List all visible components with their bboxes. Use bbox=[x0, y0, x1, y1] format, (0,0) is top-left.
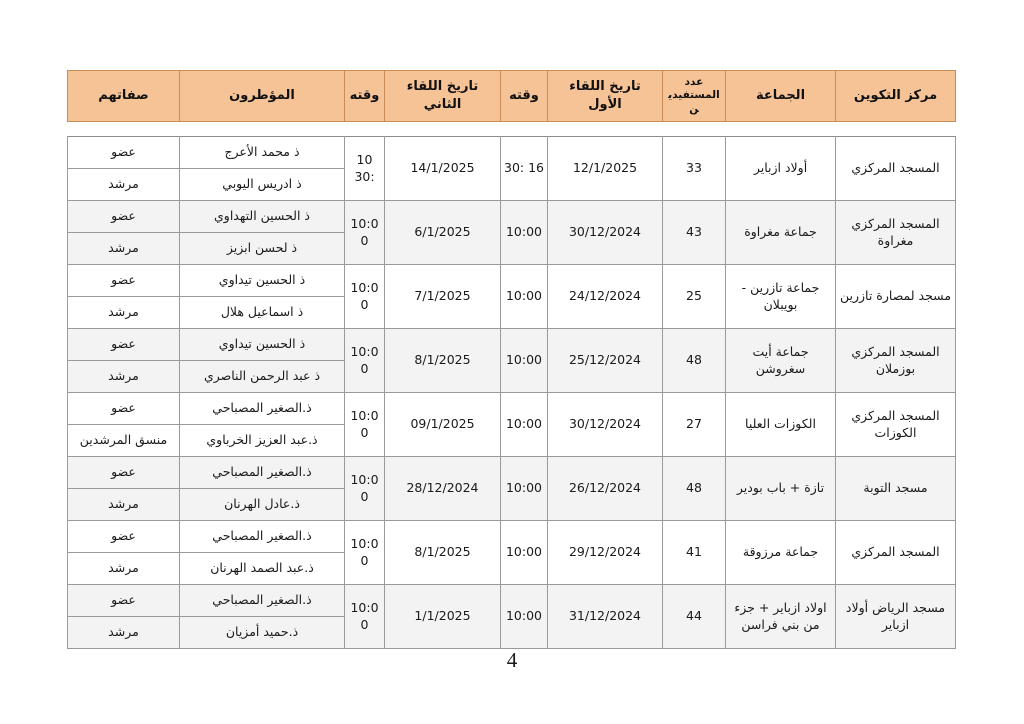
cell-second-meeting-date: 8/1/2025 bbox=[385, 521, 501, 585]
column-header-commune: الجماعة bbox=[726, 71, 836, 122]
spacer-cell bbox=[68, 122, 956, 137]
cell-supervisor-role: مرشد bbox=[68, 617, 180, 649]
cell-commune: تازة + باب بودير bbox=[726, 457, 836, 521]
cell-supervisor-role: مرشد bbox=[68, 361, 180, 393]
cell-supervisor-role: مرشد bbox=[68, 169, 180, 201]
table-row bbox=[68, 457, 956, 489]
cell-training-center: مسجد لمصارة تازرين bbox=[836, 265, 956, 329]
table-header bbox=[68, 71, 956, 122]
table-row bbox=[68, 521, 956, 553]
cell-first-meeting-time: 10:00 bbox=[501, 329, 548, 393]
column-header-center: مركز التكوين bbox=[836, 71, 956, 122]
table-row bbox=[68, 137, 956, 169]
cell-supervisor-name: ذ.الصغير المصباحي bbox=[180, 393, 345, 425]
cell-supervisor-role: مرشد bbox=[68, 233, 180, 265]
cell-commune: اولاد ازباير + جزء من بني فراسن bbox=[726, 585, 836, 649]
column-header-first-meeting-date: تاريخ اللقاء الأول bbox=[548, 71, 663, 122]
cell-supervisor-name: ذ.عبد العزيز الخرباوي bbox=[180, 425, 345, 457]
cell-beneficiary-count: 44 bbox=[663, 585, 726, 649]
cell-beneficiary-count: 43 bbox=[663, 201, 726, 265]
cell-second-meeting-time: 10:00 bbox=[345, 393, 385, 457]
table-header-row bbox=[68, 71, 956, 122]
cell-second-meeting-date: 6/1/2025 bbox=[385, 201, 501, 265]
cell-training-center: المسجد المركزي مغراوة bbox=[836, 201, 956, 265]
cell-first-meeting-time: 10:00 bbox=[501, 521, 548, 585]
cell-training-center: مسجد التوبة bbox=[836, 457, 956, 521]
cell-second-meeting-date: 1/1/2025 bbox=[385, 585, 501, 649]
cell-supervisor-name: ذ.عبد الصمد الهرنان bbox=[180, 553, 345, 585]
cell-supervisor-role: عضو bbox=[68, 457, 180, 489]
cell-supervisor-role: عضو bbox=[68, 137, 180, 169]
cell-first-meeting-date: 25/12/2024 bbox=[548, 329, 663, 393]
cell-second-meeting-time: 10 :30 bbox=[345, 137, 385, 201]
cell-second-meeting-date: 14/1/2025 bbox=[385, 137, 501, 201]
cell-first-meeting-time: 10:00 bbox=[501, 585, 548, 649]
column-header-roles: صفاتهم bbox=[68, 71, 180, 122]
cell-supervisor-name: ذ الحسين تيداوي bbox=[180, 329, 345, 361]
cell-training-center: المسجد المركزي بوزملان bbox=[836, 329, 956, 393]
cell-first-meeting-date: 26/12/2024 bbox=[548, 457, 663, 521]
cell-beneficiary-count: 33 bbox=[663, 137, 726, 201]
cell-supervisor-role: عضو bbox=[68, 393, 180, 425]
cell-supervisor-name: ذ الحسين التهداوي bbox=[180, 201, 345, 233]
cell-second-meeting-time: 10:00 bbox=[345, 201, 385, 265]
cell-supervisor-name: ذ الحسين تيداوي bbox=[180, 265, 345, 297]
cell-second-meeting-time: 10:00 bbox=[345, 457, 385, 521]
cell-first-meeting-time: 10:00 bbox=[501, 265, 548, 329]
table-row bbox=[68, 265, 956, 297]
beneficiary-count-line-1: عدد bbox=[684, 76, 704, 89]
cell-second-meeting-time: 10:00 bbox=[345, 329, 385, 393]
cell-first-meeting-date: 30/12/2024 bbox=[548, 393, 663, 457]
column-header-first-meeting-time: وقته bbox=[501, 71, 548, 122]
cell-first-meeting-time: 16 :30 bbox=[501, 137, 548, 201]
cell-second-meeting-time: 10:00 bbox=[345, 265, 385, 329]
cell-first-meeting-date: 31/12/2024 bbox=[548, 585, 663, 649]
cell-training-center: المسجد المركزي الكوزات bbox=[836, 393, 956, 457]
cell-first-meeting-date: 24/12/2024 bbox=[548, 265, 663, 329]
cell-supervisor-name: ذ محمد الأعرج bbox=[180, 137, 345, 169]
cell-training-center: المسجد المركزي bbox=[836, 137, 956, 201]
cell-beneficiary-count: 25 bbox=[663, 265, 726, 329]
page-number: 4 bbox=[506, 648, 518, 672]
cell-supervisor-role: عضو bbox=[68, 265, 180, 297]
cell-second-meeting-date: 7/1/2025 bbox=[385, 265, 501, 329]
column-header-second-meeting-time: وقته bbox=[345, 71, 385, 122]
table-body bbox=[68, 122, 956, 649]
cell-commune: الكوزات العليا bbox=[726, 393, 836, 457]
cell-commune: أولاد ازباير bbox=[726, 137, 836, 201]
cell-beneficiary-count: 41 bbox=[663, 521, 726, 585]
cell-second-meeting-time: 10:00 bbox=[345, 521, 385, 585]
cell-commune: جماعة تازرين - بويبلان bbox=[726, 265, 836, 329]
cell-beneficiary-count: 48 bbox=[663, 329, 726, 393]
column-header-beneficiary-count bbox=[663, 71, 726, 122]
table-row bbox=[68, 585, 956, 617]
cell-first-meeting-date: 29/12/2024 bbox=[548, 521, 663, 585]
cell-first-meeting-date: 30/12/2024 bbox=[548, 201, 663, 265]
cell-training-center: المسجد المركزي bbox=[836, 521, 956, 585]
cell-supervisor-name: ذ.الصغير المصباحي bbox=[180, 457, 345, 489]
cell-first-meeting-time: 10:00 bbox=[501, 457, 548, 521]
cell-supervisor-role: عضو bbox=[68, 201, 180, 233]
cell-second-meeting-date: 28/12/2024 bbox=[385, 457, 501, 521]
cell-commune: جماعة أيت سغروشن bbox=[726, 329, 836, 393]
header-body-spacer bbox=[68, 122, 956, 137]
cell-supervisor-name: ذ.عادل الهرنان bbox=[180, 489, 345, 521]
cell-supervisor-name: ذ عبد الرحمن الناصري bbox=[180, 361, 345, 393]
cell-first-meeting-date: 12/1/2025 bbox=[548, 137, 663, 201]
cell-commune: جماعة مرزوقة bbox=[726, 521, 836, 585]
cell-beneficiary-count: 27 bbox=[663, 393, 726, 457]
cell-supervisor-name: ذ.الصغير المصباحي bbox=[180, 585, 345, 617]
cell-second-meeting-date: 09/1/2025 bbox=[385, 393, 501, 457]
cell-first-meeting-time: 10:00 bbox=[501, 393, 548, 457]
cell-supervisor-role: عضو bbox=[68, 585, 180, 617]
cell-first-meeting-time: 10:00 bbox=[501, 201, 548, 265]
cell-training-center: مسجد الرياض أولاد ازباير bbox=[836, 585, 956, 649]
beneficiary-count-line-2: المستفيدين bbox=[668, 89, 720, 115]
cell-supervisor-role: مرشد bbox=[68, 297, 180, 329]
cell-supervisor-name: ذ.حميد أمزيان bbox=[180, 617, 345, 649]
table-row bbox=[68, 393, 956, 425]
training-centers-table-container bbox=[68, 70, 956, 649]
column-header-supervisors: المؤطرون bbox=[180, 71, 345, 122]
cell-supervisor-name: ذ.الصغير المصباحي bbox=[180, 521, 345, 553]
cell-supervisor-name: ذ لحسن ابزيز bbox=[180, 233, 345, 265]
cell-supervisor-name: ذ ادريس اليوبي bbox=[180, 169, 345, 201]
cell-supervisor-role: منسق المرشدين bbox=[68, 425, 180, 457]
table-row bbox=[68, 201, 956, 233]
cell-second-meeting-date: 8/1/2025 bbox=[385, 329, 501, 393]
table-row bbox=[68, 329, 956, 361]
cell-second-meeting-time: 10:00 bbox=[345, 585, 385, 649]
cell-supervisor-role: عضو bbox=[68, 521, 180, 553]
training-centers-table bbox=[67, 70, 956, 649]
cell-supervisor-role: عضو bbox=[68, 329, 180, 361]
cell-supervisor-name: ذ اسماعيل هلال bbox=[180, 297, 345, 329]
cell-beneficiary-count: 48 bbox=[663, 457, 726, 521]
cell-supervisor-role: مرشد bbox=[68, 553, 180, 585]
column-header-second-meeting-date: تاريخ اللقاء الثاني bbox=[385, 71, 501, 122]
cell-supervisor-role: مرشد bbox=[68, 489, 180, 521]
cell-commune: جماعة مغراوة bbox=[726, 201, 836, 265]
